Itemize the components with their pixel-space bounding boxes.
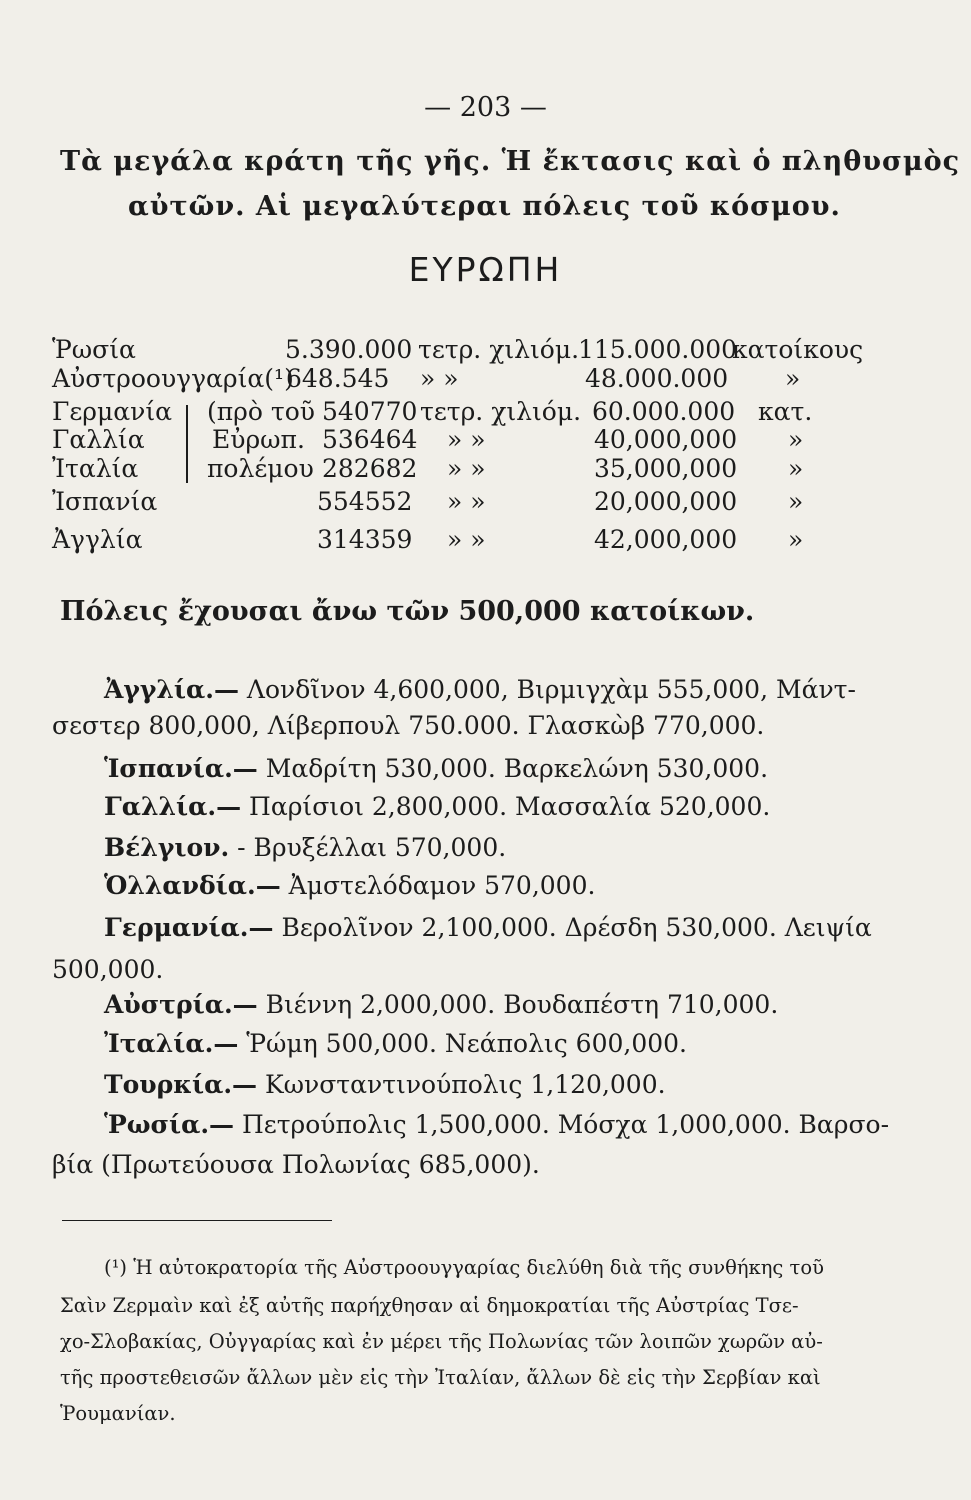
area-value: 540770	[322, 397, 418, 426]
country-name: Γερμανία	[52, 397, 173, 426]
city-country: Ἀγγλία.—	[104, 675, 239, 704]
footnote-line: Ῥουμανίαν.	[60, 1402, 176, 1425]
city-entry	[104, 833, 506, 862]
city-country: Αὐστρία.—	[104, 990, 258, 1019]
grouping-brace	[178, 405, 188, 483]
area-value: 554552	[317, 487, 413, 516]
country-name: Ἰσπανία	[52, 487, 158, 516]
footnote-line: χο-Σλοβακίας, Οὐγγαρίας καὶ ἐν μέρει τῆς Πολωνίας τῶν λοιπῶν χωρῶν αὐ-	[60, 1330, 823, 1353]
city-list: Κωνσταντινούπολις 1,120,000.	[257, 1070, 666, 1099]
page-title-line-2: αὐτῶν. Αἱ μεγαλύτεραι πόλεις τοῦ κόσμου.	[128, 191, 841, 222]
population-value: 42,000,000	[594, 525, 738, 554]
table-row	[0, 525, 971, 565]
population-value: 60.000.000	[592, 397, 736, 426]
population-unit: »	[788, 454, 804, 483]
page-number: — 203 —	[424, 92, 547, 123]
population-unit: »	[785, 364, 801, 393]
city-country: Ἱσπανία.—	[104, 754, 258, 783]
page-title-line-1: Τὰ μεγάλα κράτη τῆς γῆς. Ἡ ἔκτασις καὶ ὁ πληθυσμὸς	[60, 146, 961, 177]
city-entry	[104, 754, 768, 783]
city-entry-continuation: βία (Πρωτεύουσα Πολωνίας 685,000).	[52, 1150, 540, 1179]
population-unit: »	[788, 487, 804, 516]
city-country: Τουρκία.—	[104, 1070, 258, 1099]
country-name: Γαλλία	[52, 425, 145, 454]
city-entry	[104, 792, 770, 821]
section-heading: ΕΥΡΩΠΗ	[408, 250, 563, 289]
area-unit: » »	[447, 487, 486, 516]
area-value: 282682	[322, 454, 418, 483]
city-country: Ὁλλανδία.—	[104, 871, 281, 900]
city-entry	[104, 990, 778, 1019]
area-value: 536464	[322, 425, 418, 454]
area-unit: τετρ. χιλιόμ.	[418, 335, 580, 364]
city-country: Γαλλία.—	[104, 792, 242, 821]
area-unit: » »	[447, 454, 486, 483]
city-list: Μαδρίτη 530,000. Βαρκελώνη 530,000.	[257, 754, 769, 783]
population-value: 40,000,000	[594, 425, 738, 454]
table-row	[0, 487, 971, 527]
city-country: Γερμανία.—	[104, 913, 274, 942]
city-list: Βιέννη 2,000,000. Βουδαπέστη 710,000.	[257, 990, 779, 1019]
city-entry	[104, 675, 856, 704]
city-country: Ἰταλία.—	[104, 1029, 239, 1058]
cities-heading: Πόλεις ἔχουσαι ἄνω τῶν 500,000 κατοίκων.	[60, 596, 755, 627]
city-list: Πετρούπολις 1,500,000. Μόσχα 1,000,000. Βαρσο-	[234, 1110, 890, 1139]
population-unit: κατοίκους	[732, 335, 864, 364]
city-entry	[104, 871, 595, 900]
country-name: Ἀγγλία	[52, 525, 143, 554]
area-value: 314359	[317, 525, 413, 554]
city-list: Βερολῖνον 2,100,000. Δρέσδη 530,000. Λειψία	[273, 913, 872, 942]
area-value: 5.390.000	[285, 335, 413, 364]
country-name: Αὐστροουγγαρία(¹)	[52, 364, 294, 393]
city-list: - Βρυξέλλαι 570,000.	[229, 833, 507, 862]
population-value: 115.000.000	[578, 335, 738, 364]
population-value: 48.000.000	[585, 364, 729, 393]
footnote-line: Σαὶν Ζερμαὶν καὶ ἐξ αὐτῆς παρήχθησαν αἱ δημοκρατίαι τῆς Αὐστρίας Τσε-	[60, 1294, 799, 1317]
city-country: Ῥωσία.—	[104, 1110, 235, 1139]
note-text: Εὐρωπ.	[212, 425, 305, 454]
population-value: 20,000,000	[594, 487, 738, 516]
footnote-line: τῆς προστεθεισῶν ἄλλων μὲν εἰς τὴν Ἰταλίαν, ἄλλων δὲ εἰς τὴν Σερβίαν καὶ	[60, 1366, 821, 1389]
area-unit: » »	[447, 425, 486, 454]
population-unit: »	[788, 525, 804, 554]
city-list: Ῥώμη 500,000. Νεάπολις 600,000.	[238, 1029, 688, 1058]
population-value: 35,000,000	[594, 454, 738, 483]
area-unit: » »	[447, 525, 486, 554]
city-entry-continuation: 500,000.	[52, 955, 164, 984]
city-entry	[104, 1070, 666, 1099]
city-list: Ἀμστελόδαμον 570,000.	[280, 871, 596, 900]
city-country: Βέλγιον.	[104, 833, 230, 862]
city-entry	[104, 1110, 889, 1139]
country-name: Ἰταλία	[52, 454, 139, 483]
city-entry-continuation: σεστερ 800,000, Λίβερπουλ 750.000. Γλασκὼβ 770,000.	[52, 711, 765, 740]
city-list: Λονδῖνον 4,600,000, Βιρμιγχὰμ 555,000, Μάντ-	[238, 675, 856, 704]
note-text: πολέμου	[207, 454, 314, 483]
area-value: 648.545	[286, 364, 390, 393]
note-text: (πρὸ τοῦ	[207, 397, 315, 426]
footnote-divider	[62, 1220, 332, 1221]
city-list: Παρίσιοι 2,800,000. Μασσαλία 520,000.	[241, 792, 771, 821]
population-unit: »	[788, 425, 804, 454]
area-unit: τετρ. χιλιόμ.	[420, 397, 582, 426]
city-entry	[104, 1029, 687, 1058]
country-name: Ῥωσία	[52, 335, 136, 364]
area-unit: » »	[420, 364, 459, 393]
footnote-line: (¹) Ἡ αὐτοκρατορία τῆς Αὐστροουγγαρίας διελύθη διὰ τῆς συνθήκης τοῦ	[104, 1256, 824, 1279]
population-unit: κατ.	[758, 397, 813, 426]
city-entry	[104, 913, 872, 942]
